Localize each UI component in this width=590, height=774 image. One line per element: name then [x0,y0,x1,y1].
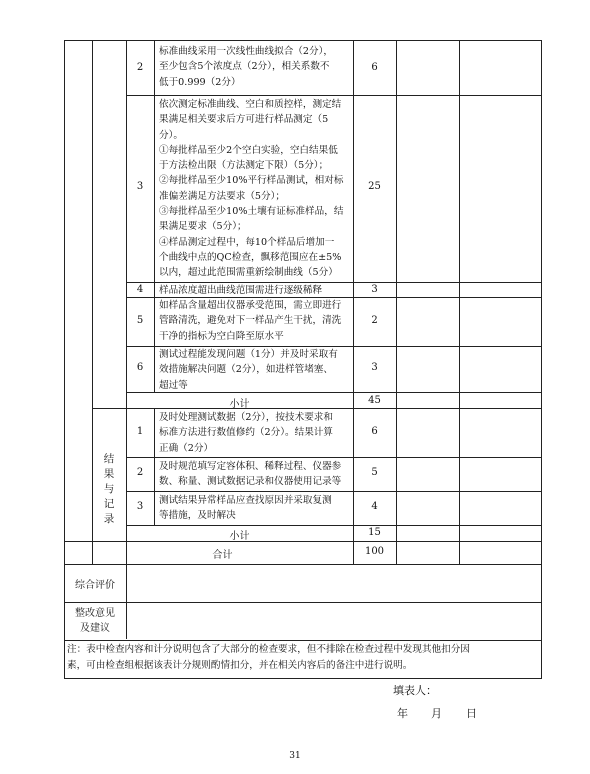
subtotal-score: 45 [368,395,381,406]
table-note: 注：表中检查内容和计分说明包含了大部分的检查要求，但不排除在检查过程中发现其他扣分因 素，可由检查组根据该表计分规则酌情扣分，并在相关内容后的备注中进行说明。 [67,644,470,671]
row-number: 2 [136,62,144,73]
note-border-left [64,640,65,679]
row-number: 3 [136,181,144,192]
row-number: 4 [136,284,144,295]
row-score: 6 [371,62,378,73]
row-score: 6 [371,426,378,437]
date-day: 日 [466,707,477,720]
filler-label: 填表人： [393,684,437,697]
row-content: 测试过程能发现问题（1分）并及时采取有 效措施解决问题（2分），如进样管堵塞、 超过等 [159,349,338,391]
total-label: 合计 [212,550,233,561]
row-content: 样品浓度超出曲线范围需进行逐级稀释 [159,285,323,296]
row-content: 测试结果异常样品应查找原因并采取复测 等措施，及时解决 [159,495,332,522]
subtotal-label: 小计 [229,399,250,410]
date-month: 月 [431,707,442,720]
row-number: 1 [136,426,144,437]
row-content: 标准曲线采用一次线性曲线拟合（2分）， 至少包含5个浓度点（2分），相关系数不 低于0.999（2分） [159,46,333,88]
overall-evaluation-label: 综合评价 [75,580,115,591]
row-number: 5 [136,315,144,326]
page-number: 31 [289,751,301,761]
table-border-top [64,40,542,41]
subtotal-score: 15 [368,527,381,538]
row-content: 及时处理测试数据（2分），按技术要求和 标准方法进行数值修约（2分）。结果计算 正确（2分） [159,412,333,454]
table-border-bottom [64,678,542,679]
row-score: 5 [371,467,378,478]
rectification-label: 整改意见 及建议 [75,608,115,634]
note-border-right [541,640,542,679]
row-content: 如样品含量超出仪器承受范围，需立即进行 管路清洗，避免对下一样品产生干扰，清洗 干净的指标为空白降至原水平 [159,300,342,342]
row-score: 3 [371,284,378,295]
row-content: 依次测定标准曲线、空白和质控样，测定结 果满足相关要求后方可进行样品测定（5 分）。 ①每批样品至少2个空白实验，空白结果低 于方法检出限（方法测定下限）（5分）； ②每批样品至少10%平行样品测试，相对标 准偏差满足方法要求（5分）； ③每批样品至少10%土壤有证标准样品，结 果满足要求（5分）； ④样品测定过程中，每10个样品后增加一 个曲线中点的QC检查，飘移范围应在±5% 以内，超过此范围需重新绘制曲线（5分） [159,99,344,279]
row-score: 3 [371,362,378,373]
subtotal-label: 小计 [229,531,250,542]
row-score: 25 [368,181,381,192]
table-border-right [541,40,542,640]
row-number: 3 [136,501,144,512]
row-number: 2 [136,467,144,478]
date-year: 年 [397,707,408,720]
row-content: 及时规范填写定容体积、稀释过程、仪器参 数、称量、测试数据记录和仪器使用记录等 [159,461,342,488]
row-score: 2 [371,315,378,326]
row-score: 4 [371,501,378,512]
total-score: 100 [364,546,385,557]
table-border-left [64,40,65,640]
category-results-and-records: 结果 与记 录 [103,453,115,525]
row-number: 6 [136,362,144,373]
